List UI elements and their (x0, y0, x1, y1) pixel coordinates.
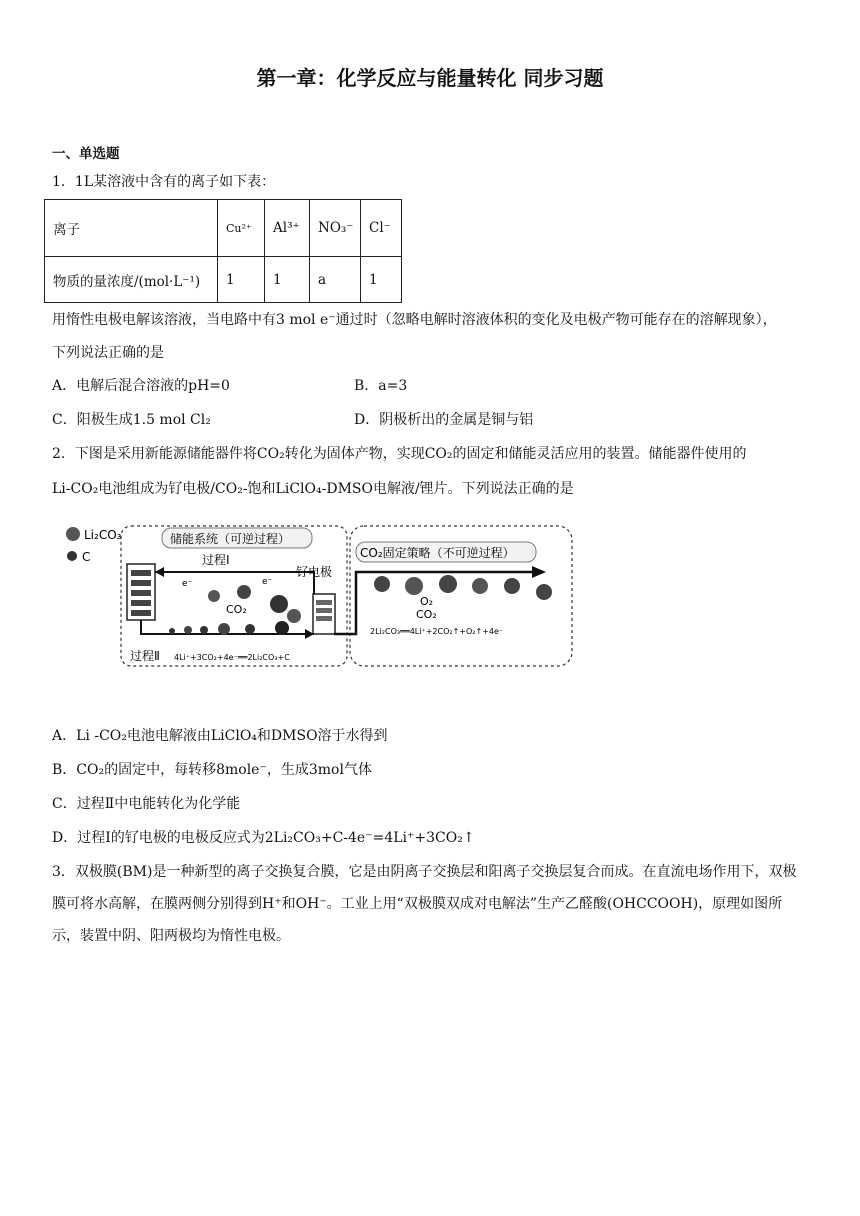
co2-label-right: CO₂ (416, 608, 437, 621)
page-title: 第一章：化学反应与能量转化 同步习题 (256, 66, 604, 90)
box1-title: 储能系统（可逆过程） (170, 532, 291, 546)
wire-top (155, 572, 314, 594)
table-row (45, 257, 402, 303)
table-cell: Al³⁺ (265, 200, 310, 257)
c-legend-dot (67, 551, 77, 561)
q1-option-a: A．电解后混合溶液的pH=0 (52, 378, 230, 394)
li2co3-legend-dot (66, 527, 80, 541)
q2-option-a: A．Li -CO₂电池电解液由LiClO₄和DMSO溶于水得到 (52, 728, 388, 744)
box2-title: CO₂固定策略（不可逆过程） (360, 546, 515, 560)
equation-left: 4Li⁺+3CO₂+4e⁻══2Li₂CO₃+C (174, 653, 290, 662)
table-cell: 1 (218, 257, 265, 303)
question-1-text: 下列说法正确的是 (52, 345, 164, 361)
ion-table (44, 199, 402, 303)
legend-c: C (82, 550, 91, 564)
o2-label: O₂ (420, 595, 434, 608)
flow-arrow (334, 572, 534, 634)
co2-fixation-diagram (64, 520, 576, 670)
equation-right: 2Li₂CO₃══4Li⁺+2CO₂↑+O₂↑+4e⁻ (370, 627, 504, 636)
q1-option-b: B．a=3 (354, 378, 408, 394)
table-cell: 离子 (45, 200, 218, 257)
legend-li2co3: Li₂CO₃ (84, 528, 122, 542)
question-1-text: 用惰性电极电解该溶液，当电路中有3 mol e⁻通过时（忽略电解时溶液体积的变化及电极产物可能存在的溶解现象）， (52, 312, 777, 328)
table-cell: Cl⁻ (361, 200, 402, 257)
q2-option-c: C．过程Ⅱ中电能转化为化学能 (52, 796, 241, 812)
table-header-row (45, 200, 402, 257)
table-cell: 1 (265, 257, 310, 303)
table-cell: Cu²⁺ (218, 200, 265, 257)
table-cell: 1 (361, 257, 402, 303)
co2-label-left: CO₂ (226, 603, 247, 616)
svg-text:e⁻: e⁻ (262, 577, 273, 587)
q1-option-d: D．阴极析出的金属是铜与铝 (354, 412, 534, 428)
question-3-text: 3．双极膜(BM)是一种新型的离子交换复合膜，它是由阴离子交换层和阳离子交换层复合而成。在直流电场作用下，双极膜可将水高解，在膜两侧分别得到H⁺和OH⁻。工业上用“双极膜双成对电解法”生产乙醛酸(OHCCOOH)，原理如图所示，装置中阴、阳两极均为惰性电极。 (52, 864, 797, 944)
section-heading: 一、单选题 (52, 146, 120, 162)
table-cell: a (310, 257, 361, 303)
ru-electrode-label: 钌电极 (296, 565, 333, 579)
process-2-label: 过程Ⅱ (130, 649, 160, 663)
svg-text:e⁻: e⁻ (182, 579, 193, 589)
table-cell: 物质的量浓度/(mol·L⁻¹) (45, 257, 218, 303)
question-1-stem: 1．1L某溶液中含有的离子如下表： (52, 174, 276, 190)
q2-option-d: D．过程Ⅰ的钌电极的电极反应式为2Li₂CO₃+C-4e⁻=4Li⁺+3CO₂↑ (52, 830, 475, 846)
q2-option-b: B．CO₂的固定中，每转移8mole⁻，生成3mol气体 (52, 762, 372, 778)
question-2-text: Li-CO₂电池组成为钌电极/CO₂-饱和LiClO₄-DMSO电解液/锂片。下列说法正确的是 (52, 481, 574, 497)
table-cell: NO₃⁻ (310, 200, 361, 257)
question-2-text: 2．下图是采用新能源储能器件将CO₂转化为固体产物，实现CO₂的固定和储能灵活应用的装置。储能器件使用的 (52, 446, 747, 462)
process-1-label: 过程Ⅰ (202, 553, 230, 567)
q1-option-c: C．阳极生成1.5 mol Cl₂ (52, 412, 211, 428)
